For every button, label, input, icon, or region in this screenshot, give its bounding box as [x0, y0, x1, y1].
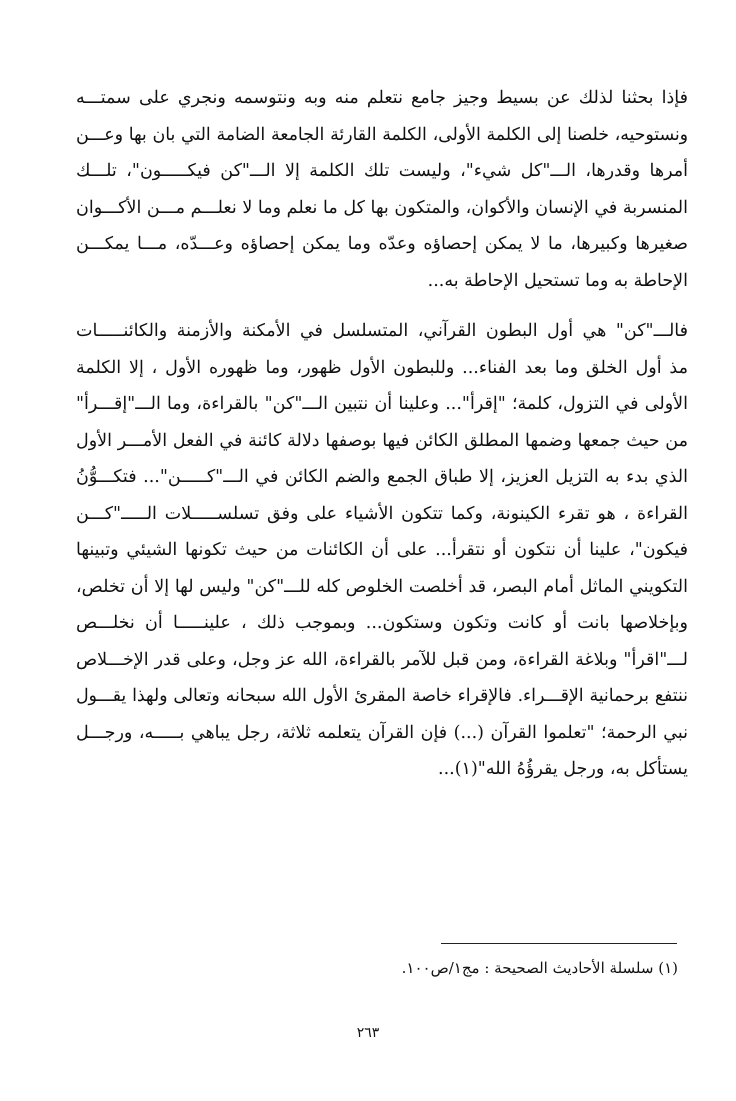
text-line: يستأكل به، ورجل يقرؤُهُ الله"(١)...: [438, 759, 688, 779]
text-line: فإذا بحثنا لذلك عن بسيط وجيز جامع نتعلم منه وبه ونتوسمه ونجري على سمتـــه: [76, 88, 688, 108]
text-line: المنسربة في الإنسان والأكوان، والمتكون بها كل ما نعلم وما لا نعلـــم مـــن الأكـــوان: [76, 197, 688, 218]
text-line: القراءة ، هو تقرء الكينونة، وكما تتكون الأشياء على وفق تسلســـــلات الـــــ"كـــن: [76, 503, 688, 524]
text-line: فالـــ"كن" هي أول البطون القرآني، المتسلسل في الأمكنة والأزمنة والكائنـــــات: [76, 321, 688, 341]
text-line: مذ أول الخلق وما بعد الفناء... وللبطون الأول ظهور، وما ظهوره الأول ، إلا الكلمة: [76, 357, 688, 378]
text-line: نبي الرحمة؛ "تعلموا القرآن (...) فإن القرآن يتعلمه ثلاثة، رجل يباهي بـــــه، ورجـــل: [76, 722, 688, 743]
page-number: ٢٦٣: [356, 1025, 380, 1041]
text-line: صغيرها وكبيرها، ما لا يمكن إحصاؤه وعدّه وما يمكن إحصاؤه وعـــدّه، مـــا يمكـــن: [76, 234, 688, 254]
body-text: [76, 80, 688, 788]
text-line: الذي بدء به التزيل العزيز، إلا طباق الجمع والضم الكائن في الـــ"كـــــن"... فتكـــوُّنُ: [76, 467, 688, 487]
footnote-divider: [441, 943, 677, 944]
text-line: من حيث جمعها وضمها المطلق الكائن فيها بوصفها دلالة كائنة في الفعل الأمـــر الأول: [76, 430, 688, 451]
text-line: وبإخلاصها بانت أو كانت وتكون وستكون... وبموجب ذلك ، علينـــــا أن نخلـــص: [76, 613, 688, 633]
text-line: التكويني الماثل أمام البصر، قد أخلصت الخلوص كله للـــ"كن" وليس لها إلا أن تخلص،: [76, 576, 688, 597]
text-line: أمرها وقدرها، الـــ"كل شيء"، وليست تلك الكلمة إلا الـــ"كن فيكـــــون"، تلـــك: [76, 161, 688, 181]
text-line: لـــ"اقرأ" وبلاغة القراءة، ومن قبل للآمر بالقراءة، الله عز وجل، وعلى قدر الإخـــلاص: [76, 649, 688, 670]
text-line: الأولى في التزول، كلمة؛ "إقرأ"... وعلينا أن نتبين الـــ"كن" بالقراءة، وما الـــ"إقـــرأ": [76, 394, 688, 414]
text-line: الإحاطة به وما تستحيل الإحاطة به...: [427, 270, 688, 291]
text-line: فيكون"، علينا أن نتكون أو نتقرأ... على أن الكائنات من حيث تكونها الشيئي وتبينها: [76, 540, 688, 560]
text-line: ننتفع برحمانية الإقـــراء. فالإقراء خاصة المقرئ الأول الله سبحانه وتعالى ولهذا يقـــول: [76, 686, 688, 706]
footnote: (١) سلسلة الأحاديث الصحيحة : مج١/ص١٠٠.: [401, 959, 678, 977]
text-line: ونستوحيه، خلصنا إلى الكلمة الأولى، الكلمة القارئة الجامعة الضامة التي بان بها وعـــن: [76, 124, 688, 145]
paragraph: [76, 80, 688, 299]
paragraph: [76, 313, 688, 788]
